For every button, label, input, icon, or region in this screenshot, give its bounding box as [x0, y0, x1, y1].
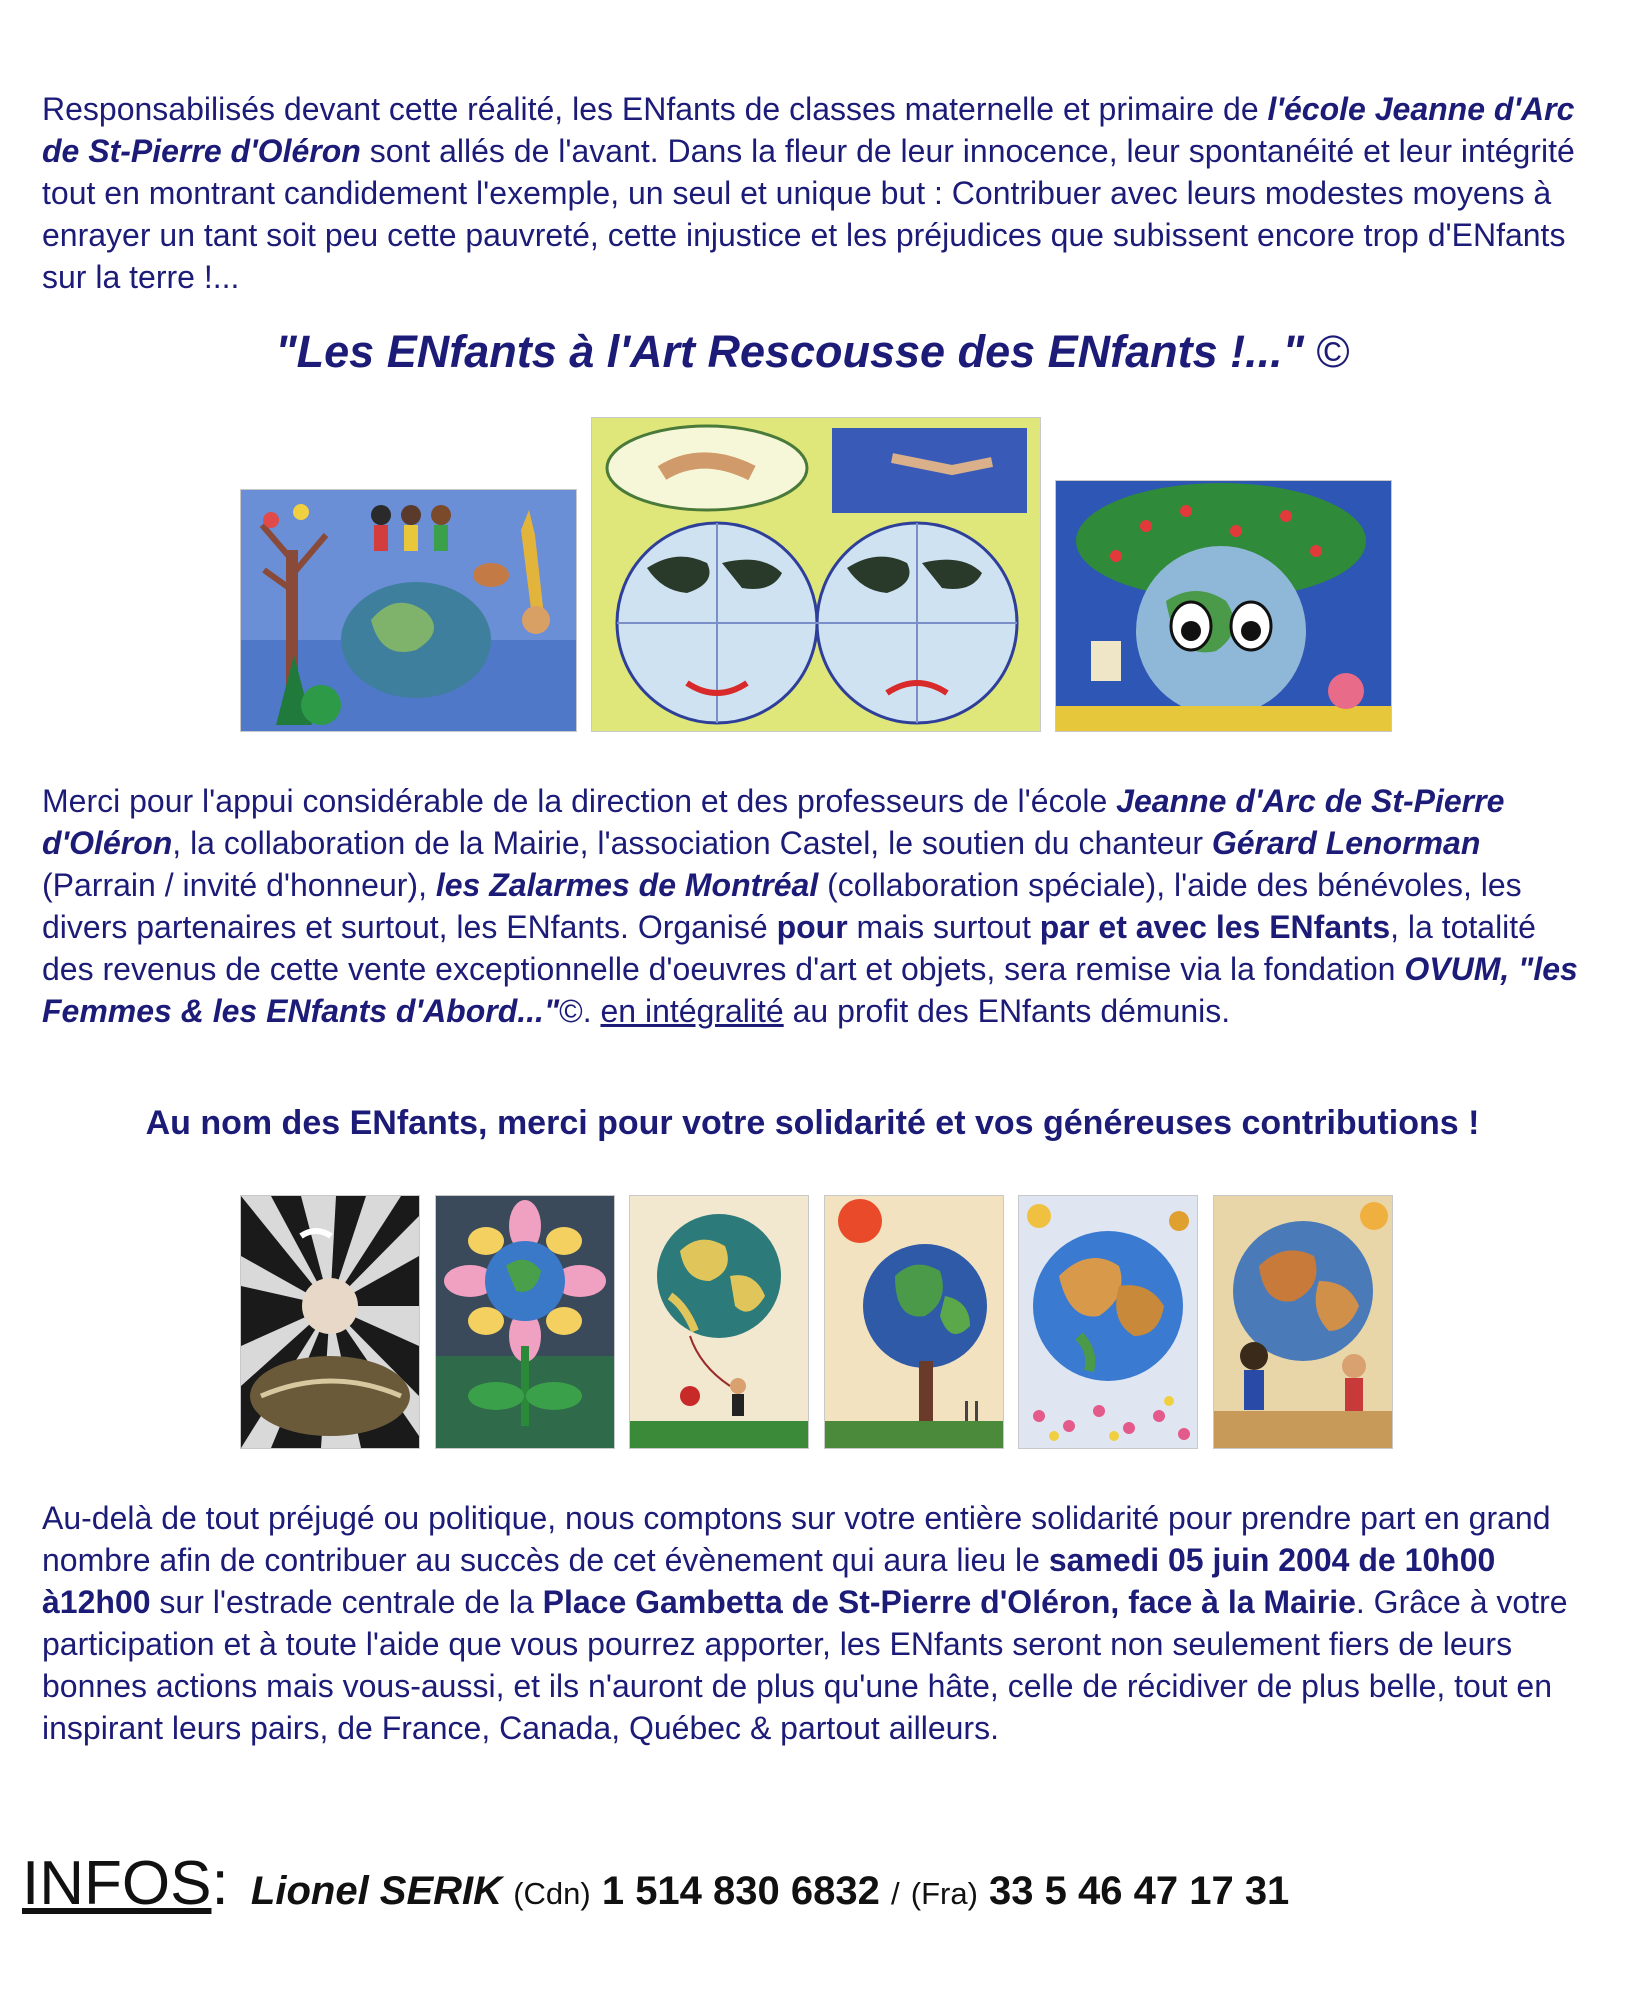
- integralite-underlined: en intégralité: [600, 993, 784, 1029]
- thanks-paragraph: [42, 780, 1587, 1032]
- thanks-text-4: (collaboration spéciale), l'aide des bénévoles, les divers partenaires et surtout, les ENfants. Organisé: [42, 867, 1522, 945]
- artwork-child-with-globe: [630, 1196, 808, 1448]
- artwork-happy-sad-globes: [592, 418, 1040, 731]
- artwork-world-map-globe: [1019, 1196, 1197, 1448]
- artwork-flower-earth: [436, 1196, 614, 1448]
- singer-name: Gérard Lenorman: [1211, 825, 1481, 861]
- ovum-foundation: OVUM, "les Femmes & les ENfants d'Abord...": [42, 951, 1578, 1029]
- artwork-earth-tree-sun: [825, 1196, 1003, 1448]
- artwork-children-world: [1214, 1196, 1392, 1448]
- thanks-text-1: Merci pour l'appui considérable de la direction et des professeurs de l'école: [42, 783, 1117, 819]
- thanks-text-6: , la totalité des revenus de cette vente exceptionnelle d'oeuvres d'art et objets, sera remise via la fondation: [42, 909, 1536, 987]
- infos-colon: :: [211, 1849, 229, 1918]
- copyright-symbol: ©: [1316, 326, 1350, 377]
- thanks-text-5: mais surtout: [847, 909, 1040, 945]
- france-label: (Fra): [910, 1876, 978, 1911]
- infos-contact-line: [22, 1848, 1289, 1919]
- event-place: Place Gambetta de St-Pierre d'Oléron, face à la Mairie: [542, 1584, 1356, 1620]
- intro-text-1: Responsabilisés devant cette réalité, les ENfants de classes maternelle et primaire de: [42, 91, 1268, 127]
- thanks-headline: Au nom des ENfants, merci pour votre solidarité et vos généreuses contributions !: [145, 1104, 1480, 1142]
- intro-paragraph: [42, 88, 1587, 298]
- event-text-1: Au-delà de tout préjugé ou politique, nous comptons sur votre entière solidarité pour prendre part en grand nombre afin de contribuer au succès de cet évènement qui aura lieu le: [42, 1500, 1551, 1578]
- pour-bold: pour: [776, 909, 848, 945]
- event-paragraph: [42, 1497, 1587, 1749]
- intro-text-2: sont allés de l'avant. Dans la fleur de leur innocence, leur spontanéité et leur intégrité tout en montrant candidement l'exemple, un seul et unique but : Contribuer avec leurs modestes moyens à enrayer un tant soit peu cette pauvreté, cette injustice et les préjudices que subissent encore trop d'ENfants sur la terre !...: [42, 133, 1575, 295]
- event-date: samedi 05 juin 2004 de 10h00 à12h00: [42, 1542, 1496, 1620]
- school-name: l'école Jeanne d'Arc de St-Pierre d'Oléron: [42, 91, 1575, 169]
- par-avec-enfants: par et avec les ENfants: [1039, 909, 1391, 945]
- slogan-text: "Les ENfants à l'Art Rescousse des ENfants !...": [275, 326, 1304, 377]
- thanks-text-3: (Parrain / invité d'honneur),: [42, 867, 436, 903]
- canada-label: (Cdn): [513, 1876, 591, 1911]
- artwork-globe-tree: [1056, 481, 1391, 731]
- phone-separator: /: [891, 1876, 900, 1911]
- thanks-text-8: au profit des ENfants démunis.: [783, 993, 1231, 1029]
- canada-phone: 1 514 830 6832: [601, 1869, 880, 1913]
- france-phone: 33 5 46 47 17 31: [989, 1869, 1290, 1913]
- artwork-radiant-bloom: [241, 1196, 419, 1448]
- event-text-2: sur l'estrade centrale de la: [150, 1584, 543, 1620]
- thanks-text-2: , la collaboration de la Mairie, l'association Castel, le soutien du chanteur: [172, 825, 1212, 861]
- thanks-text-7: ©.: [559, 993, 601, 1029]
- slogan-heading: [0, 326, 1625, 378]
- school-name-2: Jeanne d'Arc de St-Pierre d'Oléron: [42, 783, 1505, 861]
- artwork-children-nature: [241, 490, 576, 731]
- event-text-3: . Grâce à votre participation et à toute l'aide que vous pourrez apporter, les ENfants seront non seulement fiers de leurs bonnes actions mais vous-aussi, et ils n'auront de plus qu'une hâte, celle de récidiver de plus belle, tout en inspirant leurs pairs, de France, Canada, Québec & partout ailleurs.: [42, 1584, 1568, 1746]
- infos-label: INFOS: [22, 1849, 212, 1918]
- contact-name: Lionel SERIK: [250, 1869, 503, 1913]
- zalarmes-name: les Zalarmes de Montréal: [435, 867, 819, 903]
